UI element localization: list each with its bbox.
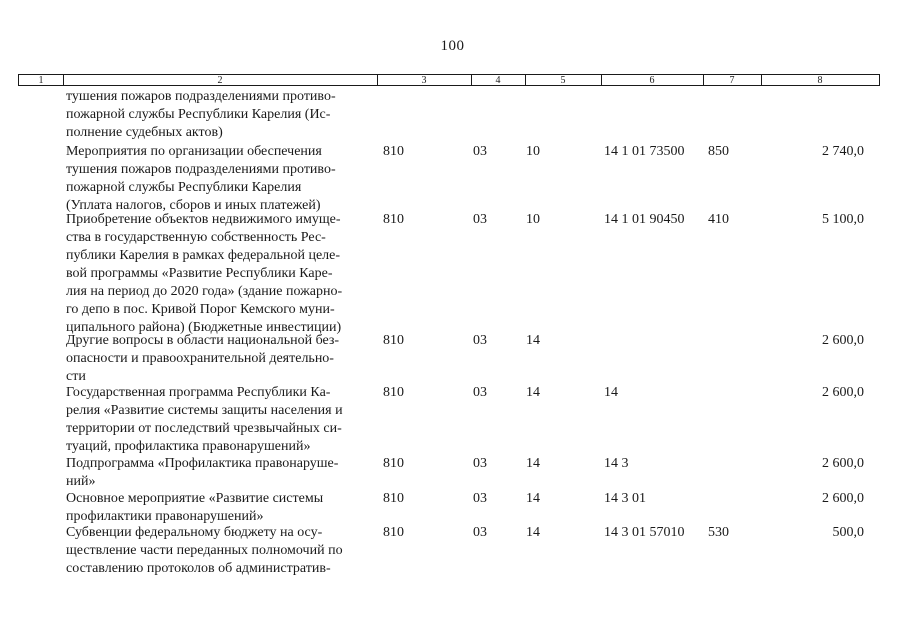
row-ministry-code: 810 — [383, 385, 404, 400]
row-name: Мероприятия по организации обеспечения тушения пожаров подразделениями противо- пожарной службы Республики Карелия (Уплата налогов, сборов и иных платежей) — [66, 144, 336, 213]
row-name: Другие вопросы в области национальной без- опасности и правоохранительной деятельно- сти — [66, 333, 340, 384]
header-col-5: 5 — [525, 75, 602, 86]
row-amount: 2 600,0 — [822, 385, 864, 400]
header-col-7: 7 — [703, 75, 762, 86]
header-col-2: 2 — [63, 75, 378, 86]
row-name: Субвенции федеральному бюджету на осу- ществление части переданных полномочий по составлению протоколов об административ- — [66, 525, 343, 576]
header-col-6: 6 — [601, 75, 704, 86]
row-expense-type: 530 — [708, 525, 729, 540]
row-target-article: 14 1 01 73500 — [604, 144, 685, 159]
row-expense-type: 410 — [708, 212, 729, 227]
row-section-code: 03 — [473, 144, 487, 159]
page-number: 100 — [440, 38, 465, 54]
row-name: Подпрограмма «Профилактика правонаруше- ний» — [66, 456, 339, 489]
row-subsection-code: 14 — [526, 456, 540, 471]
row-expense-type: 850 — [708, 144, 729, 159]
row-name: Основное мероприятие «Развитие системы профилактики правонарушений» — [66, 491, 324, 524]
row-section-code: 03 — [473, 385, 487, 400]
row-ministry-code: 810 — [383, 333, 404, 348]
row-name: тушения пожаров подразделениями противо- пожарной службы Республики Карелия (Ис- полнение судебных актов) — [66, 89, 336, 140]
row-amount: 500,0 — [832, 525, 864, 540]
row-name: Приобретение объектов недвижимого имуще- ства в государственную собственность Рес- публики Карелия в рамках федеральной целе- вой программы «Развитие Республики Каре- лия на период до 2020 года» (здание пожарно- го депо в пос. Кривой Порог Кемского муни- ципального района) (Бюджетные инвестиции) — [66, 212, 343, 335]
row-section-code: 03 — [473, 456, 487, 471]
row-ministry-code: 810 — [383, 144, 404, 159]
row-section-code: 03 — [473, 491, 487, 506]
row-subsection-code: 14 — [526, 491, 540, 506]
row-target-article: 14 3 01 — [604, 491, 646, 506]
row-amount: 2 600,0 — [822, 333, 864, 348]
row-ministry-code: 810 — [383, 212, 404, 227]
header-col-1: 1 — [19, 75, 64, 86]
row-amount: 2 740,0 — [822, 144, 864, 159]
table-header — [18, 74, 880, 86]
row-name: Государственная программа Республики Ка- релия «Развитие системы защиты населения и территории от последствий чрезвычайных си- туаций, профилактика правонарушений» — [66, 385, 343, 454]
row-target-article: 14 — [604, 385, 618, 400]
row-target-article: 14 3 — [604, 456, 629, 471]
row-ministry-code: 810 — [383, 456, 404, 471]
row-target-article: 14 3 01 57010 — [604, 525, 685, 540]
row-subsection-code: 14 — [526, 333, 540, 348]
row-subsection-code: 10 — [526, 144, 540, 159]
row-amount: 5 100,0 — [822, 212, 864, 227]
row-section-code: 03 — [473, 525, 487, 540]
row-ministry-code: 810 — [383, 525, 404, 540]
row-subsection-code: 14 — [526, 525, 540, 540]
row-section-code: 03 — [473, 333, 487, 348]
row-subsection-code: 10 — [526, 212, 540, 227]
row-target-article: 14 1 01 90450 — [604, 212, 685, 227]
header-col-8: 8 — [817, 75, 823, 86]
row-section-code: 03 — [473, 212, 487, 227]
row-amount: 2 600,0 — [822, 491, 864, 506]
header-col-4: 4 — [471, 75, 526, 86]
row-amount: 2 600,0 — [822, 456, 864, 471]
row-ministry-code: 810 — [383, 491, 404, 506]
row-subsection-code: 14 — [526, 385, 540, 400]
header-col-3: 3 — [377, 75, 472, 86]
